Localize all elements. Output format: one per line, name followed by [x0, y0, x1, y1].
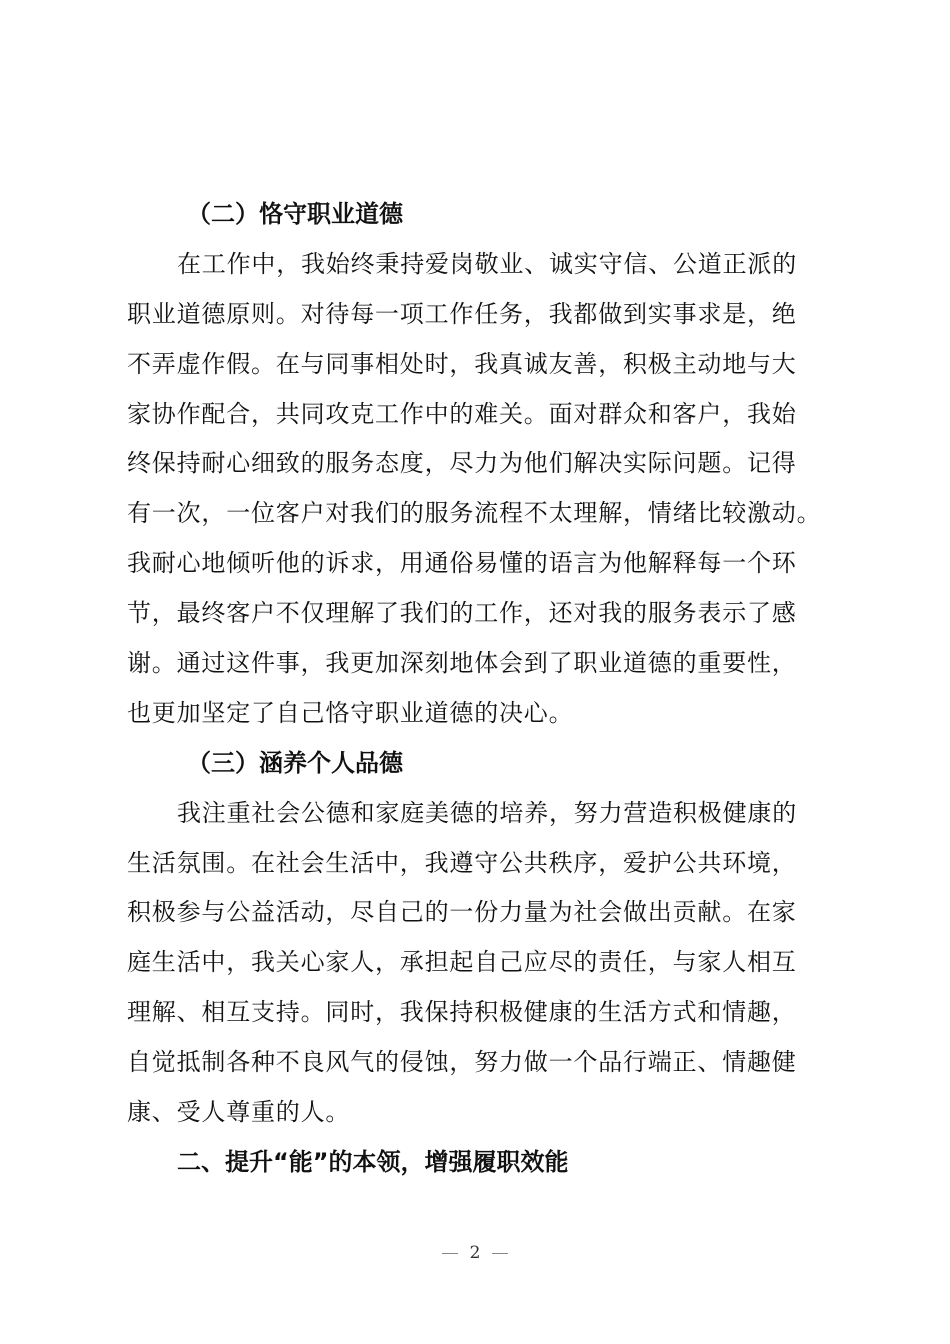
paragraph-line: 康、受人尊重的人。 — [127, 1098, 351, 1127]
page-number: 2 — [469, 1243, 481, 1263]
paragraph-line: 自觉抵制各种不良风气的侵蚀，努力做一个品行端正、情趣健 — [127, 1048, 797, 1077]
page-footer — [0, 1243, 950, 1263]
paragraph-line: 我耐心地倾听他的诉求，用通俗易懂的语言为他解释每一个环 — [127, 549, 797, 578]
paragraph-line: 在工作中，我始终秉持爱岗敬业、诚实守信、公道正派的 — [177, 249, 797, 278]
paragraph-line: 理解、相互支持。同时，我保持积极健康的生活方式和情趣， — [127, 998, 797, 1027]
paragraph-line: 生活氛围。在社会生活中，我遵守公共秩序，爱护公共环境， — [127, 848, 797, 877]
document-body — [127, 190, 827, 1188]
paragraph-line: 职业道德原则。对待每一项工作任务，我都做到实事求是，绝 — [127, 299, 797, 328]
section-heading-personal-morality: （三）涵养个人品德 — [187, 748, 403, 777]
paragraph-line: 不弄虚作假。在与同事相处时，我真诚友善，积极主动地与大 — [127, 349, 797, 378]
paragraph-line: 家协作配合，共同攻克工作中的难关。面对群众和客户，我始 — [127, 399, 797, 428]
footer-dash-left — [442, 1253, 458, 1254]
paragraph-line: 庭生活中，我关心家人，承担起自己应尽的责任，与家人相互 — [127, 948, 797, 977]
paragraph-professional-ethics — [127, 240, 827, 739]
major-heading-improve-capability: 二、提升“能”的本领，增强履职效能 — [177, 1147, 569, 1176]
paragraph-line: 积极参与公益活动，尽自己的一份力量为社会做出贡献。在家 — [127, 898, 797, 927]
paragraph-line: 我注重社会公德和家庭美德的培养，努力营造积极健康的 — [177, 798, 797, 827]
paragraph-line: 终保持耐心细致的服务态度，尽力为他们解决实际问题。记得 — [127, 449, 797, 478]
section-heading-professional-ethics: （二）恪守职业道德 — [187, 200, 403, 228]
paragraph-line: 也更加坚定了自己恪守职业道德的决心。 — [127, 698, 574, 727]
paragraph-line: 节，最终客户不仅理解了我们的工作，还对我的服务表示了感 — [127, 599, 797, 628]
paragraph-personal-morality — [127, 789, 827, 1138]
paragraph-line: 谢。通过这件事，我更加深刻地体会到了职业道德的重要性， — [127, 649, 797, 678]
footer-dash-right — [492, 1253, 508, 1254]
paragraph-line: 有一次，一位客户对我们的服务流程不太理解，情绪比较激动。 — [127, 499, 822, 528]
